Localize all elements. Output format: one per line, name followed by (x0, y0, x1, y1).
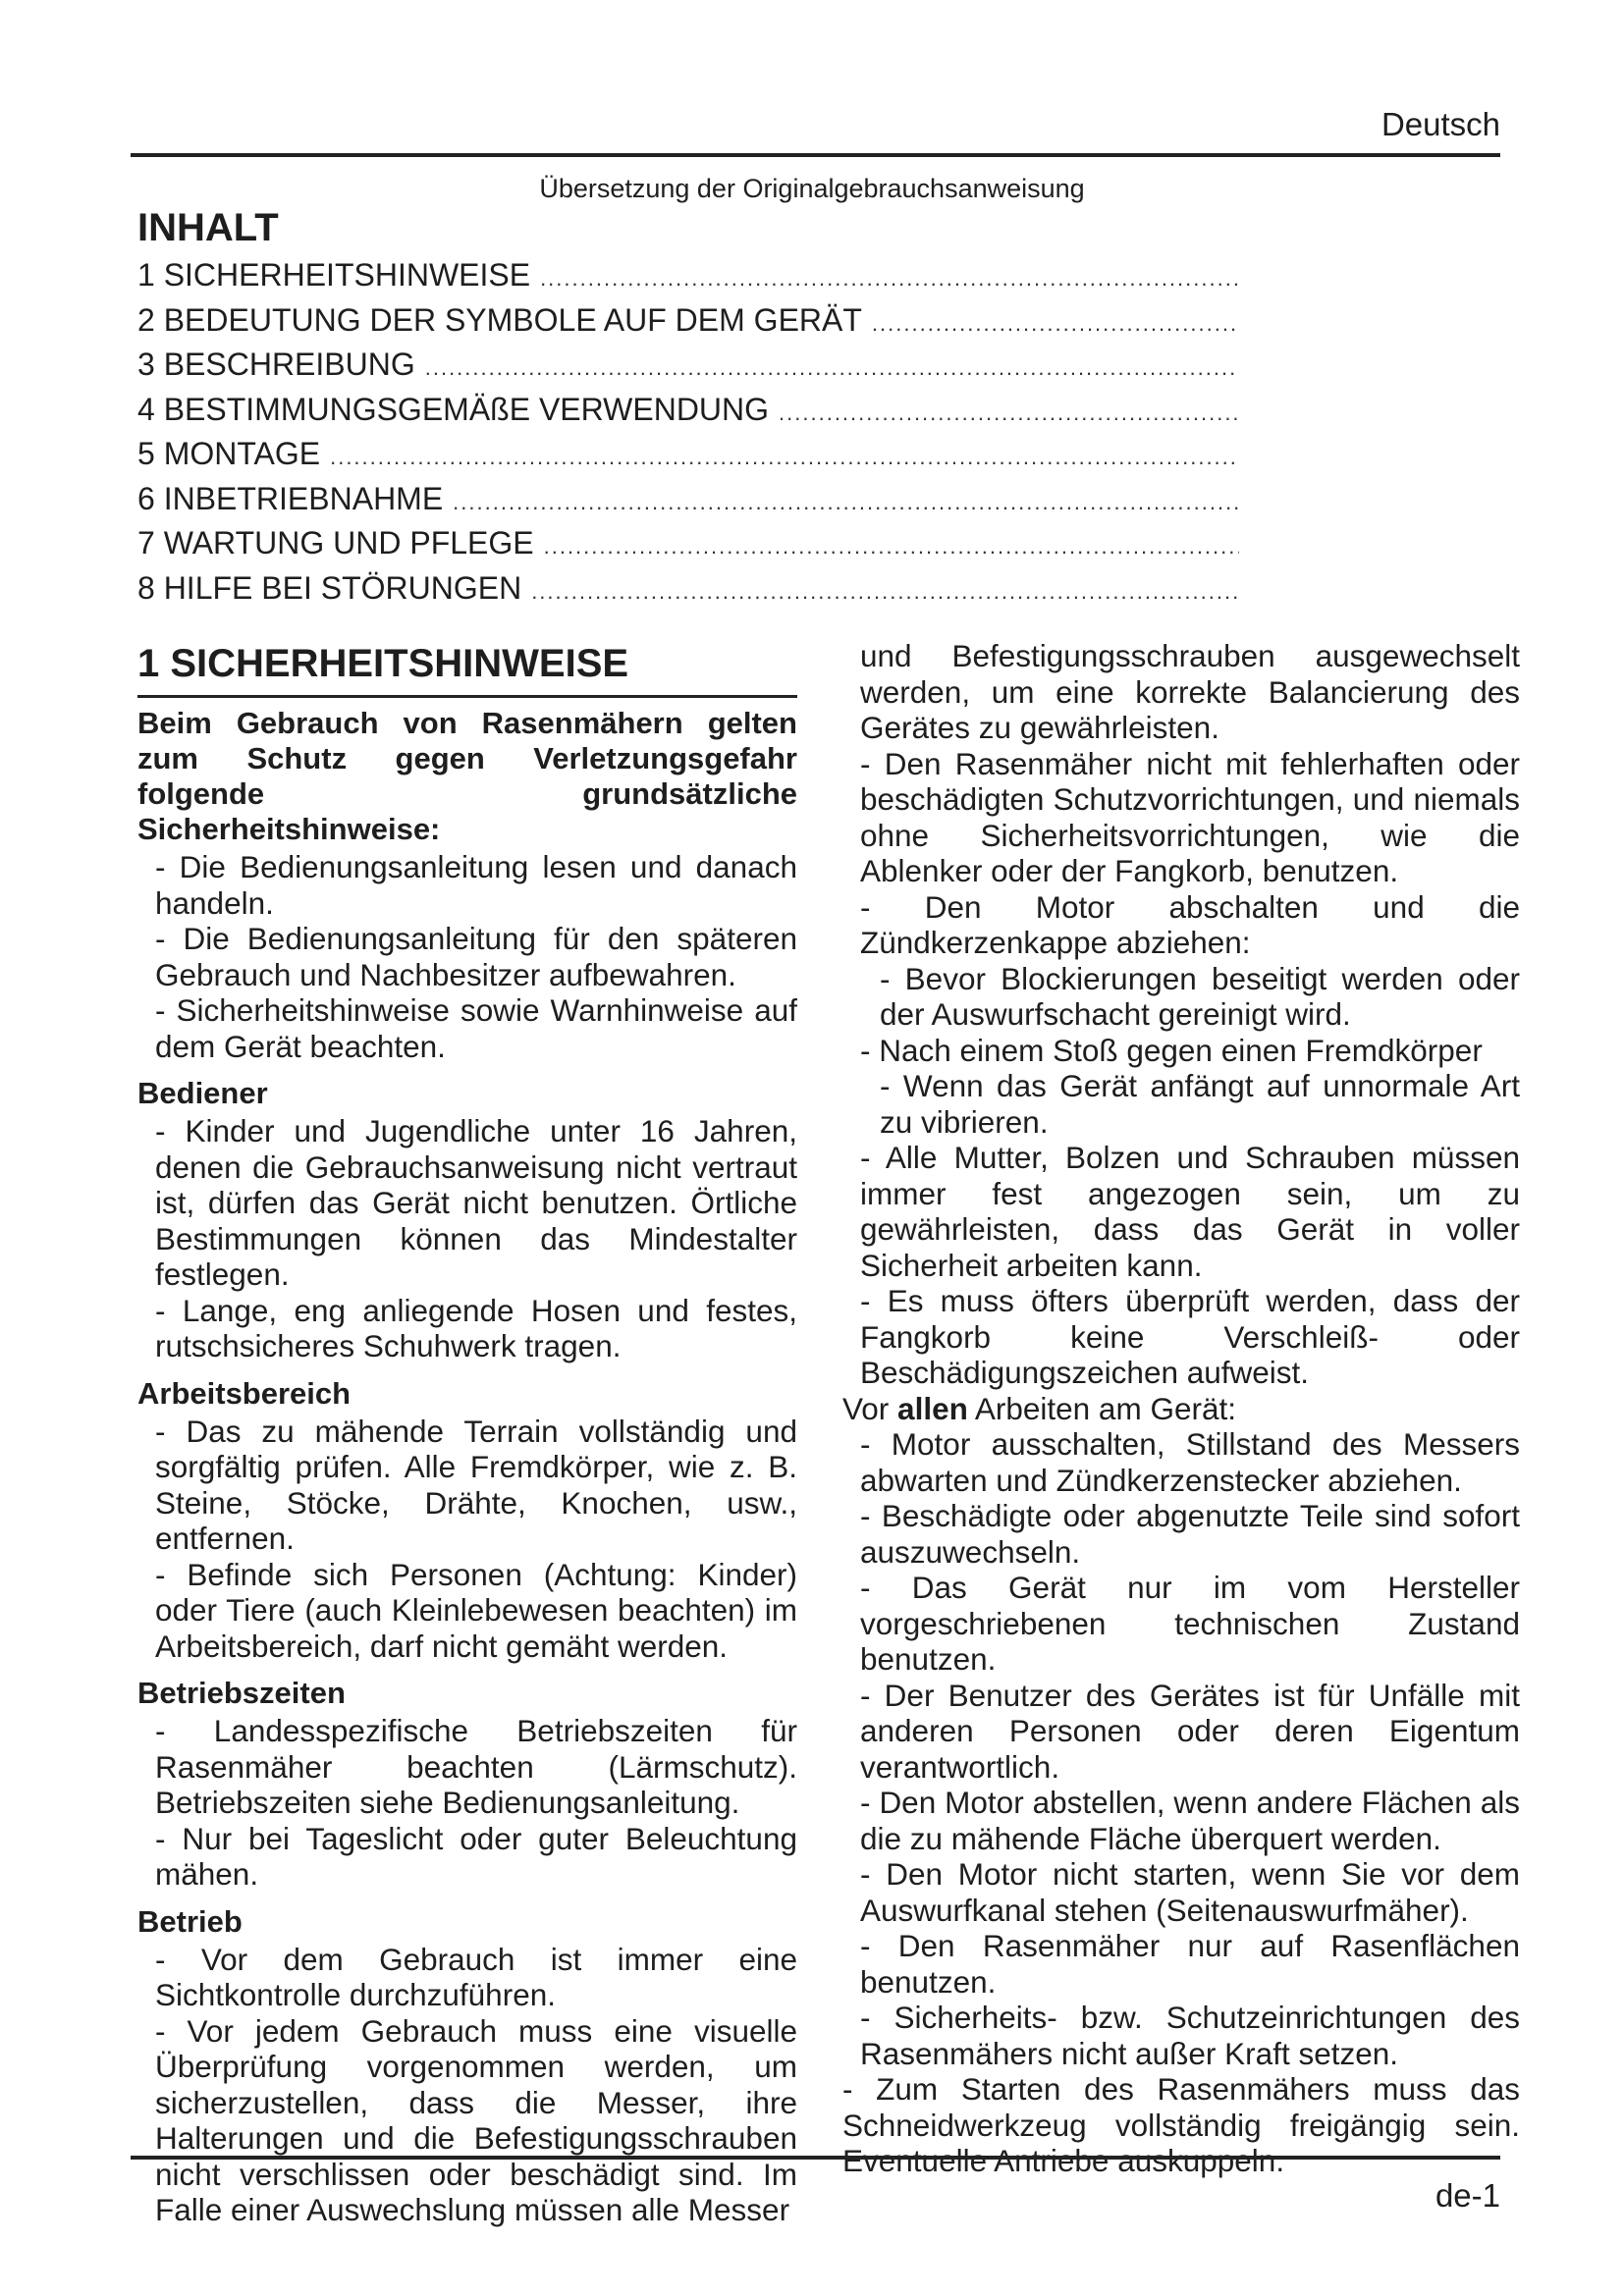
list-item: - Den Rasenmäher nicht mit fehlerhaften oder beschädigten Schutzvorrichtungen, und niemals ohne Sicherheitsvorrichtungen, wie die Ablenker oder der Fangkorb, benutzen. (860, 745, 1520, 888)
toc-entry-label: 2 BEDEUTUNG DER SYMBOLE AUF DEM GERÄT (137, 301, 862, 338)
toc-title: INHALT (137, 206, 279, 249)
toc-leader (330, 445, 1239, 470)
vor-prefix: Vor (842, 1390, 898, 1426)
toc-leader (779, 400, 1239, 426)
toc-entry-label: 1 SICHERHEITSHINWEISE (137, 257, 531, 293)
list-item: - Nur bei Tageslicht oder guter Beleuchtung mähen. (155, 1820, 797, 1892)
continuation-text: und Befestigungsschrauben ausgewechselt werden, um eine korrekte Balancierung des Gerätes zu gewährleisten. (860, 638, 1520, 745)
list-item: - Die Bedienungsanleitung lesen und danach handeln. (155, 849, 797, 921)
toc-leader (425, 355, 1239, 381)
list-item: - Vor jedem Gebrauch muss eine visuelle Überprüfung vorgenommen werden, um sicherzustellen, dass die Messer, ihre Halterungen und die Befestigungsschrauben nicht verschlissen oder beschädigt sind. Im Falle einer Auswechslung müssen alle Messer (155, 2012, 797, 2227)
list-item: - Befinde sich Personen (Achtung: Kinder) oder Tiere (auch Kleinlebewesen beachten) im Arbeitsbereich, darf nicht gemäht werden. (155, 1556, 797, 1664)
sub-list-item: - Wenn das Gerät anfängt auf unnormale Art zu vibrieren. (880, 1068, 1520, 1140)
list-item: - Es muss öfters überprüft werden, dass der Fangkorb keine Verschleiß- oder Beschädigungszeichen aufweist. (860, 1283, 1520, 1390)
list-item: - Motor ausschalten, Stillstand des Messers abwarten und Zündkerzenstecker abziehen. (860, 1426, 1520, 1498)
list-item: - Den Rasenmäher nur auf Rasenflächen benutzen. (860, 1928, 1520, 2000)
toc-entry-label: 8 HILFE BEI STÖRUNGEN (137, 569, 522, 606)
vor-bold: allen (897, 1390, 968, 1426)
subheading-arbeitsbereich: Arbeitsbereich (137, 1375, 352, 1411)
list-item: - Das zu mähende Terrain vollständig und sorgfältig prüfen. Alle Fremdkörper, wie z. B. Steine, Stöcke, Drähte, Knochen, usw., entfernen. (155, 1413, 797, 1556)
list-item: - Landesspezifische Betriebszeiten für Rasenmäher beachten (Lärmschutz). Betriebszeiten siehe Bedienungsanleitung. (155, 1713, 797, 1820)
list-item: - Den Motor nicht starten, wenn Sie vor dem Auswurfkanal stehen (Seitenauswurfmäher). (860, 1856, 1520, 1928)
toc-entry[interactable] (137, 481, 1239, 526)
section-intro: Beim Gebrauch von Rasenmähern gelten zum Schutz gegen Verletzungsgefahr folgende grundsätzliche Sicherheitshinweise: (137, 706, 797, 846)
toc-entry[interactable] (137, 257, 1239, 302)
subheading-bediener: Bediener (137, 1076, 268, 1110)
document-subtitle: Übersetzung der Originalgebrauchsanweisung (539, 174, 1085, 203)
vor-allen-heading (842, 1391, 1520, 1427)
list-item: - Zum Starten des Rasenmähers muss das Schneidwerkzeug vollständig freigängig sein. Eventuelle Antriebe auskuppeln. (842, 2071, 1520, 2178)
page-language: Deutsch (1380, 106, 1500, 142)
toc-entry-label: 3 BESCHREIBUNG (137, 347, 415, 382)
toc-entry[interactable] (137, 392, 1239, 437)
list-item: - Das Gerät nur im vom Hersteller vorgeschriebenen technischen Zustand benutzen. (860, 1570, 1520, 1677)
footer-rule (131, 2156, 1500, 2160)
section-title: 1 SICHERHEITSHINWEISE (137, 638, 797, 698)
list-item: - Kinder und Jugendliche unter 16 Jahren, denen die Gebrauchsanweisung nicht vertraut ist, dürfen das Gerät nicht benutzen. Örtliche Bestimmungen können das Mindestalter festlegen. (155, 1113, 797, 1292)
list-item: - Sicherheitshinweise sowie Warnhinweise auf dem Gerät beachten. (155, 992, 797, 1064)
list-item: - Der Benutzer des Gerätes ist für Unfälle mit anderen Personen oder deren Eigentum verantwortlich. (860, 1677, 1520, 1785)
list-item: - Alle Mutter, Bolzen und Schrauben müssen immer fest angezogen sein, um zu gewährleisten, dass das Gerät in voller Sicherheit arbeiten kann. (860, 1140, 1520, 1283)
toc-entry[interactable] (137, 347, 1239, 392)
vor-suffix: Arbeiten am Gerät: (967, 1390, 1236, 1426)
page-number: de-1 (1435, 2177, 1500, 2214)
list-item: - Vor dem Gebrauch ist immer eine Sichtkontrolle durchzuführen. (155, 1941, 797, 2012)
toc-leader (872, 311, 1239, 337)
toc-entry[interactable] (137, 302, 1239, 347)
toc-leader (453, 490, 1239, 515)
right-column (842, 638, 1520, 2179)
sub-list-item: - Nach einem Stoß gegen einen Fremdkörper (860, 1032, 1483, 1068)
list-item: - Den Motor abschalten und die Zündkerzenkappe abziehen: (860, 888, 1520, 960)
toc-entry[interactable] (137, 525, 1239, 570)
sub-list-item: - Bevor Blockierungen beseitigt werden oder der Auswurfschacht gereinigt wird. (880, 960, 1520, 1032)
list-item: - Die Bedienungsanleitung für den späteren Gebrauch und Nachbesitzer aufbewahren. (155, 921, 797, 992)
header-rule (131, 153, 1500, 157)
toc-entry[interactable] (137, 570, 1239, 615)
list-item: - Den Motor abstellen, wenn andere Flächen als die zu mähende Fläche überquert werden. (860, 1785, 1520, 1856)
toc-leader (544, 534, 1239, 560)
toc-leader (540, 266, 1239, 292)
toc-entry-label: 6 INBETRIEBNAHME (137, 480, 444, 516)
toc-leader (531, 579, 1239, 605)
toc-entry-label: 5 MONTAGE (137, 436, 321, 471)
list-item: - Lange, eng anliegende Hosen und festes, rutschsicheres Schuhwerk tragen. (155, 1292, 797, 1363)
table-of-contents (137, 257, 1239, 614)
left-column (137, 638, 797, 2228)
subheading-betrieb: Betrieb (137, 1903, 243, 1939)
list-item: - Beschädigte oder abgenutzte Teile sind sofort auszuwechseln. (860, 1498, 1520, 1570)
list-item: - Sicherheits- bzw. Schutzeinrichtungen des Rasenmähers nicht außer Kraft setzen. (860, 2000, 1520, 2071)
toc-entry-label: 4 BESTIMMUNGSGEMÄßE VERWENDUNG (137, 391, 770, 427)
toc-entry[interactable] (137, 436, 1239, 481)
subheading-betriebszeiten: Betriebszeiten (137, 1676, 346, 1710)
toc-entry-label: 7 WARTUNG UND PFLEGE (137, 525, 534, 561)
